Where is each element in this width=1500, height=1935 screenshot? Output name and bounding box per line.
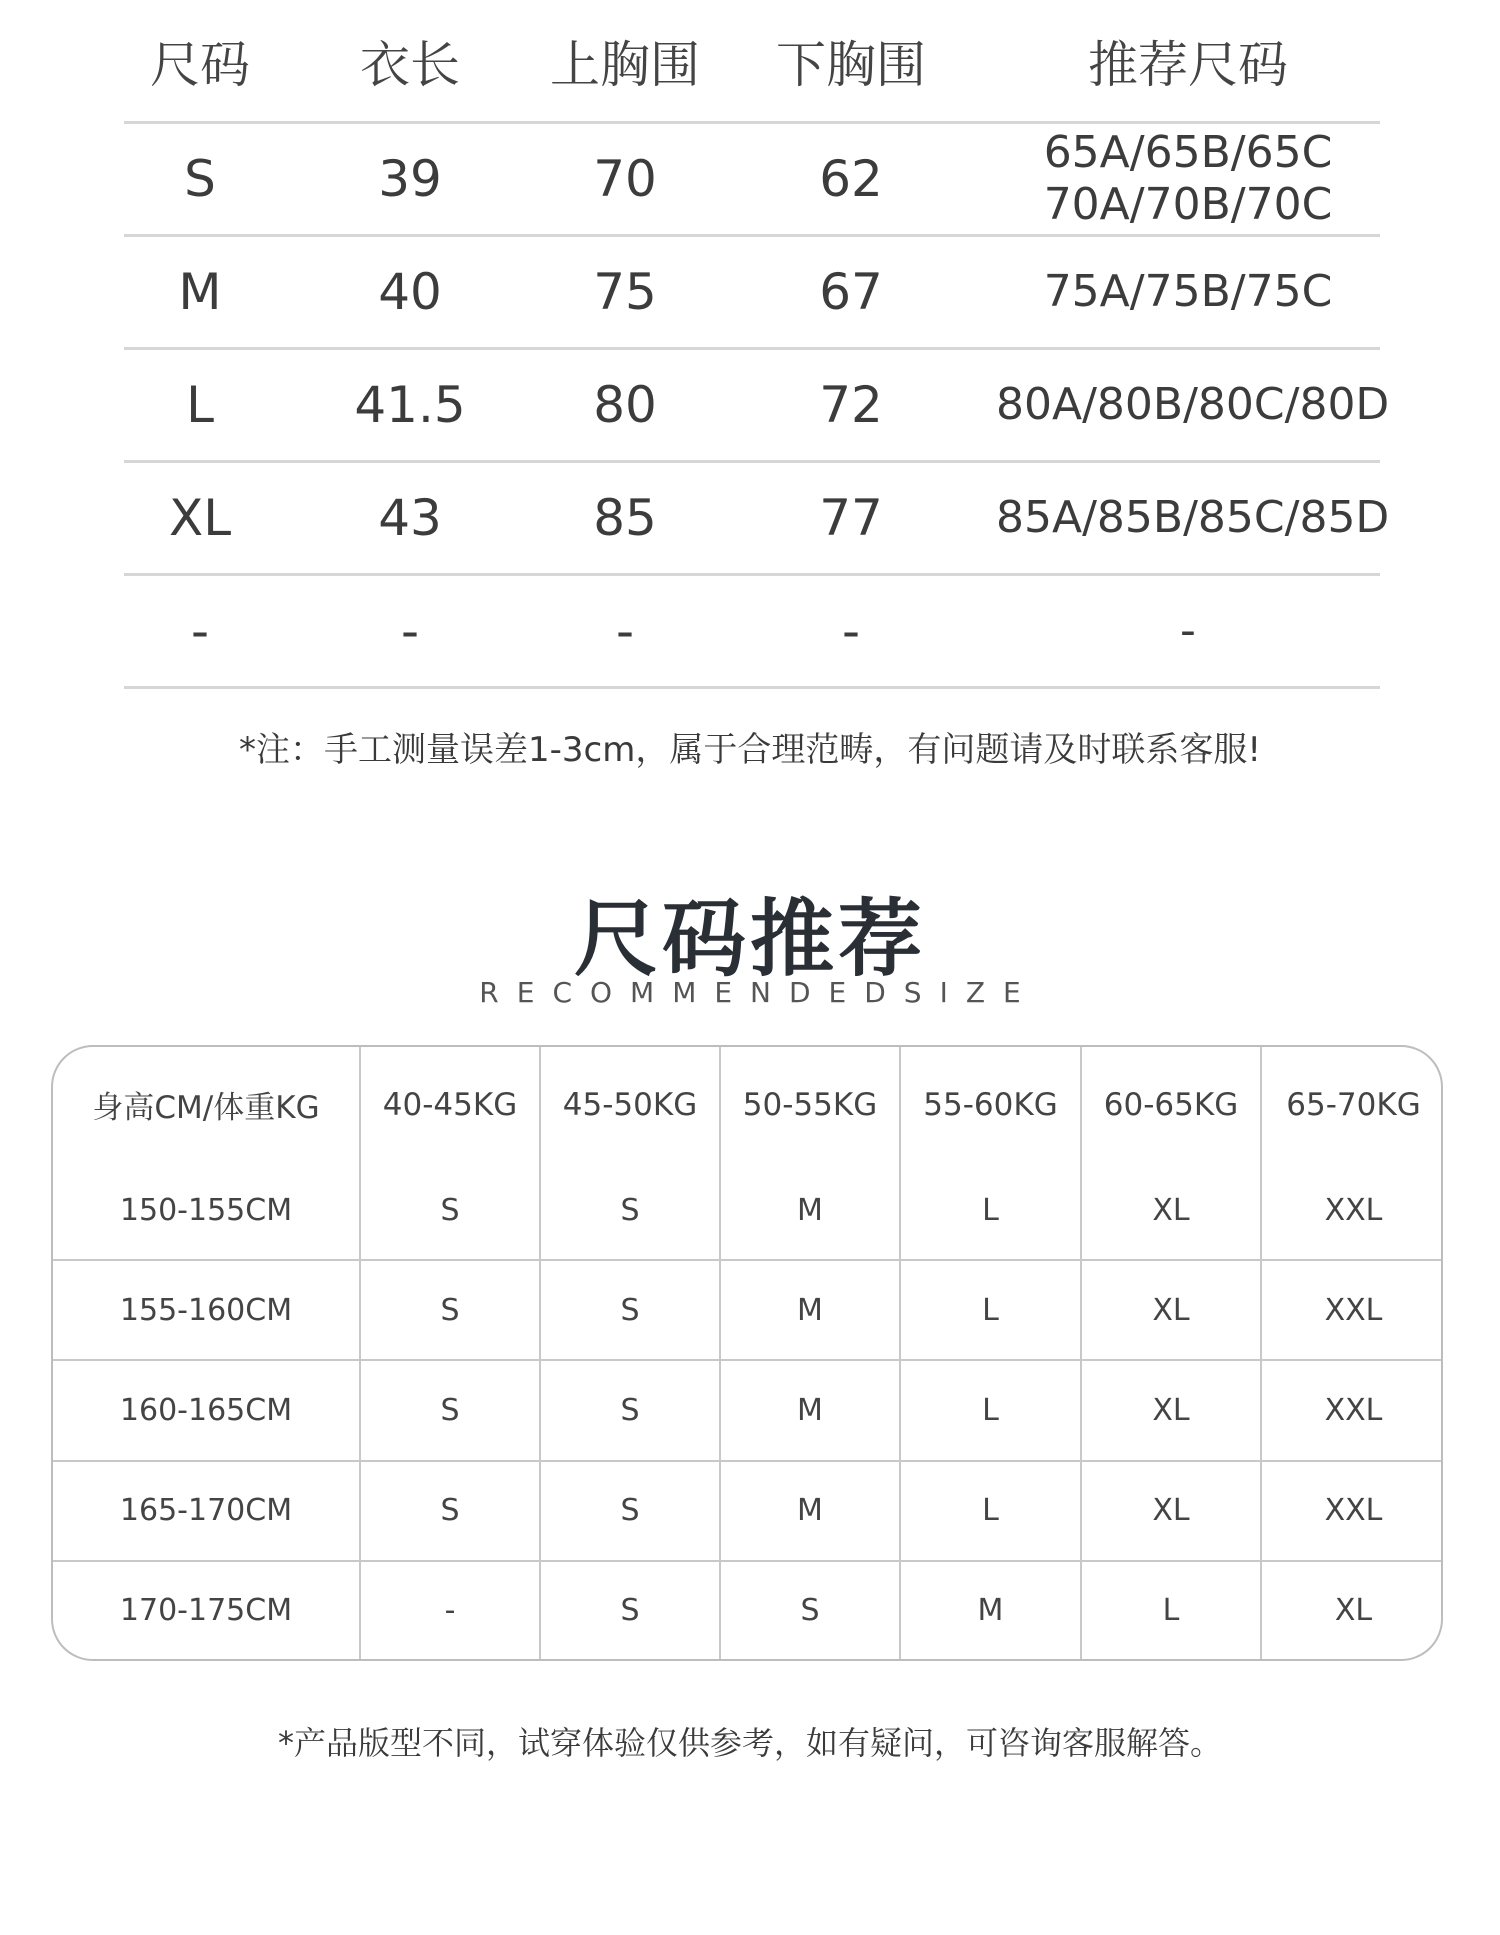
size-recommend-cell: XXL [1261, 1360, 1443, 1460]
size-recommend-cell: M [720, 1162, 900, 1260]
recommend-line: 75A/75B/75C [1043, 266, 1333, 317]
header-upper-bust: 上胸围 [544, 0, 706, 123]
size-recommend-cell: M [720, 1360, 900, 1460]
size-recommend-cell: S [360, 1260, 540, 1360]
recommendation-table [53, 1047, 1443, 1659]
size-recommend-cell: S [540, 1162, 720, 1260]
size-recommend-cell: S [360, 1360, 540, 1460]
size-cell: S [124, 123, 276, 236]
recommend-cell [996, 349, 1390, 462]
size-recommend-cell: S [540, 1260, 720, 1360]
under-bust-cell: 77 [706, 462, 996, 575]
height-cell: 150-155CM [53, 1162, 360, 1260]
upper-bust-cell: 75 [544, 236, 706, 349]
size-recommend-cell: M [720, 1260, 900, 1360]
recommend-cell [996, 575, 1380, 688]
size-recommend-cell: S [540, 1461, 720, 1561]
size-row [124, 236, 1380, 349]
recommend-line: 85A/85B/85C/85D [996, 492, 1390, 543]
height-cell: 170-175CM [53, 1561, 360, 1659]
header-recommend: 推荐尺码 [996, 0, 1380, 123]
header-size: 尺码 [124, 0, 276, 123]
size-recommend-cell: XXL [1261, 1260, 1443, 1360]
size-recommend-cell: L [900, 1360, 1081, 1460]
recommend-line: 80A/80B/80C/80D [996, 379, 1390, 430]
rec-row [53, 1360, 1443, 1460]
size-recommend-cell: S [540, 1561, 720, 1659]
weight-header: 40-45KG [360, 1047, 540, 1162]
rec-row [53, 1162, 1443, 1260]
header-length: 衣长 [276, 0, 544, 123]
size-table-header-row [124, 0, 1380, 123]
rec-corner-header: 身高CM/体重KG [53, 1047, 360, 1162]
upper-bust-cell: - [544, 575, 706, 688]
size-measurement-table [124, 0, 1390, 689]
size-recommend-cell: S [360, 1162, 540, 1260]
under-bust-cell: - [706, 575, 996, 688]
recommendation-table-frame [51, 1045, 1443, 1661]
size-recommend-cell: S [540, 1360, 720, 1460]
rec-table-body [53, 1162, 1443, 1659]
recommend-line: 65A/65B/65C [1043, 127, 1333, 178]
under-bust-cell: 67 [706, 236, 996, 349]
length-cell: 39 [276, 123, 544, 236]
size-recommend-cell: - [360, 1561, 540, 1659]
weight-header: 45-50KG [540, 1047, 720, 1162]
size-row [124, 575, 1380, 688]
size-recommend-cell: S [720, 1561, 900, 1659]
size-table-body [124, 123, 1390, 688]
length-cell: 43 [276, 462, 544, 575]
size-cell: XL [124, 462, 276, 575]
size-row [124, 462, 1380, 575]
weight-header: 60-65KG [1081, 1047, 1261, 1162]
header-under-bust: 下胸围 [706, 0, 996, 123]
size-cell: L [124, 349, 276, 462]
weight-header: 55-60KG [900, 1047, 1081, 1162]
length-cell: - [276, 575, 544, 688]
rec-table-header-row [53, 1047, 1443, 1162]
size-cell: - [124, 575, 276, 688]
height-cell: 155-160CM [53, 1260, 360, 1360]
fit-note: *产品版型不同，试穿体验仅供参考，如有疑问，可咨询客服解答。 [277, 1724, 1222, 1762]
height-cell: 160-165CM [53, 1360, 360, 1460]
length-cell: 40 [276, 236, 544, 349]
recommend-line: 70A/70B/70C [1043, 179, 1333, 230]
upper-bust-cell: 85 [544, 462, 706, 575]
size-recommend-cell: L [900, 1162, 1081, 1260]
size-recommend-cell: XL [1081, 1162, 1261, 1260]
recommend-cell [996, 462, 1390, 575]
size-recommend-cell: L [900, 1260, 1081, 1360]
size-recommend-cell: XL [1081, 1260, 1261, 1360]
weight-header: 50-55KG [720, 1047, 900, 1162]
upper-bust-cell: 70 [544, 123, 706, 236]
height-cell: 165-170CM [53, 1461, 360, 1561]
recommend-line: - [1180, 605, 1196, 656]
under-bust-cell: 72 [706, 349, 996, 462]
section-subtitle: RECOMMENDEDSIZE [479, 976, 1039, 1009]
recommend-cell [996, 123, 1380, 236]
size-cell: M [124, 236, 276, 349]
under-bust-cell: 62 [706, 123, 996, 236]
size-recommend-cell: XXL [1261, 1162, 1443, 1260]
section-title: 尺码推荐 [573, 890, 926, 988]
size-recommend-cell: L [900, 1461, 1081, 1561]
size-recommend-cell: M [720, 1461, 900, 1561]
rec-row [53, 1461, 1443, 1561]
size-row [124, 123, 1380, 236]
length-cell: 41.5 [276, 349, 544, 462]
size-recommend-cell: XL [1081, 1461, 1261, 1561]
size-recommend-cell: XXL [1261, 1461, 1443, 1561]
size-row [124, 349, 1380, 462]
rec-row [53, 1260, 1443, 1360]
weight-header: 65-70KG [1286, 1086, 1421, 1123]
recommend-cell [996, 236, 1380, 349]
size-recommend-cell: XL [1334, 1593, 1373, 1629]
size-recommend-cell: S [360, 1461, 540, 1561]
upper-bust-cell: 80 [544, 349, 706, 462]
size-recommend-cell: XL [1081, 1360, 1261, 1460]
measurement-note: *注：手工测量误差1-3cm，属于合理范畴，有问题请及时联系客服! [239, 730, 1261, 770]
size-recommend-cell: L [1081, 1561, 1261, 1659]
rec-row [53, 1561, 1443, 1659]
size-recommend-cell: M [900, 1561, 1081, 1659]
